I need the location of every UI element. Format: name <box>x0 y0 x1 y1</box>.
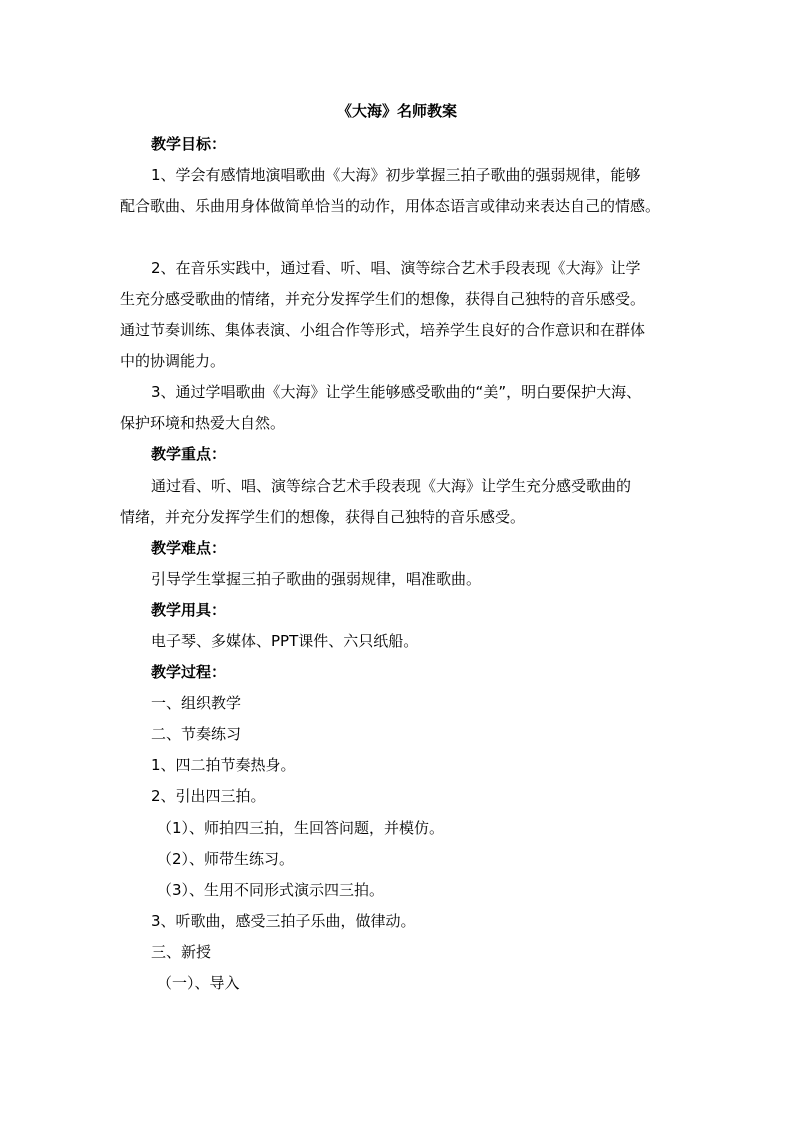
key-points-line-2: 情绪，并充分发挥学生们的想像，获得自己独特的音乐感受。 <box>120 508 526 526</box>
objectives-heading: 教学目标： <box>151 135 227 153</box>
process-subitem: （一）、导入 <box>157 974 240 992</box>
process-subitem: （2）、师带生练习。 <box>157 850 295 868</box>
process-item: 2、引出四三拍。 <box>151 787 266 805</box>
process-item: 三、新授 <box>151 943 212 961</box>
key-points-line-1: 通过看、听、唱、演等综合艺术手段表现《大海》让学生充分感受歌曲的 <box>151 477 632 495</box>
objective-1-line-1: 1、学会有感情地演唱歌曲《大海》初步掌握三拍子歌曲的强弱规律，能够 <box>151 166 641 184</box>
objective-3-line-2: 保护环境和热爱大自然。 <box>120 414 286 432</box>
objective-3-line-1: 3、通过学唱歌曲《大海》让学生能够感受歌曲的“美”，明白要保护大海、 <box>151 383 642 401</box>
objective-2-line-4: 中的协调能力。 <box>120 352 226 370</box>
process-item: 3、听歌曲，感受三拍子乐曲，做律动。 <box>151 912 416 930</box>
objective-2-line-1: 2、在音乐实践中，通过看、听、唱、演等综合艺术手段表现《大海》让学 <box>151 259 641 277</box>
process-subitem: （3）、生用不同形式演示四三拍。 <box>157 881 385 899</box>
process-item: 1、四二拍节奏热身。 <box>151 756 296 774</box>
document-title: 《大海》名师教案 <box>336 102 457 120</box>
difficulty-line-1: 引导学生掌握三拍子歌曲的强弱规律，唱准歌曲。 <box>151 570 482 588</box>
process-item: 二、节奏练习 <box>151 725 242 743</box>
objective-1-line-2: 配合歌曲、乐曲用身体做简单恰当的动作，用体态语言或律动来表达自己的情感。 <box>120 197 661 215</box>
key-points-heading: 教学重点： <box>151 445 227 463</box>
process-heading: 教学过程： <box>151 663 227 681</box>
tools-line-1: 电子琴、多媒体、PPT课件、六只纸船。 <box>151 632 419 650</box>
objective-2-line-3: 通过节奏训练、集体表演、小组合作等形式，培养学生良好的合作意识和在群体 <box>120 321 646 339</box>
objective-2-line-2: 生充分感受歌曲的情绪，并充分发挥学生们的想像，获得自己独特的音乐感受。 <box>120 290 646 308</box>
process-subitem: （1）、师拍四三拍，生回答问题，并模仿。 <box>157 819 445 837</box>
process-item: 一、组织教学 <box>151 694 242 712</box>
tools-heading: 教学用具： <box>151 601 227 619</box>
difficulty-heading: 教学难点： <box>151 539 227 557</box>
